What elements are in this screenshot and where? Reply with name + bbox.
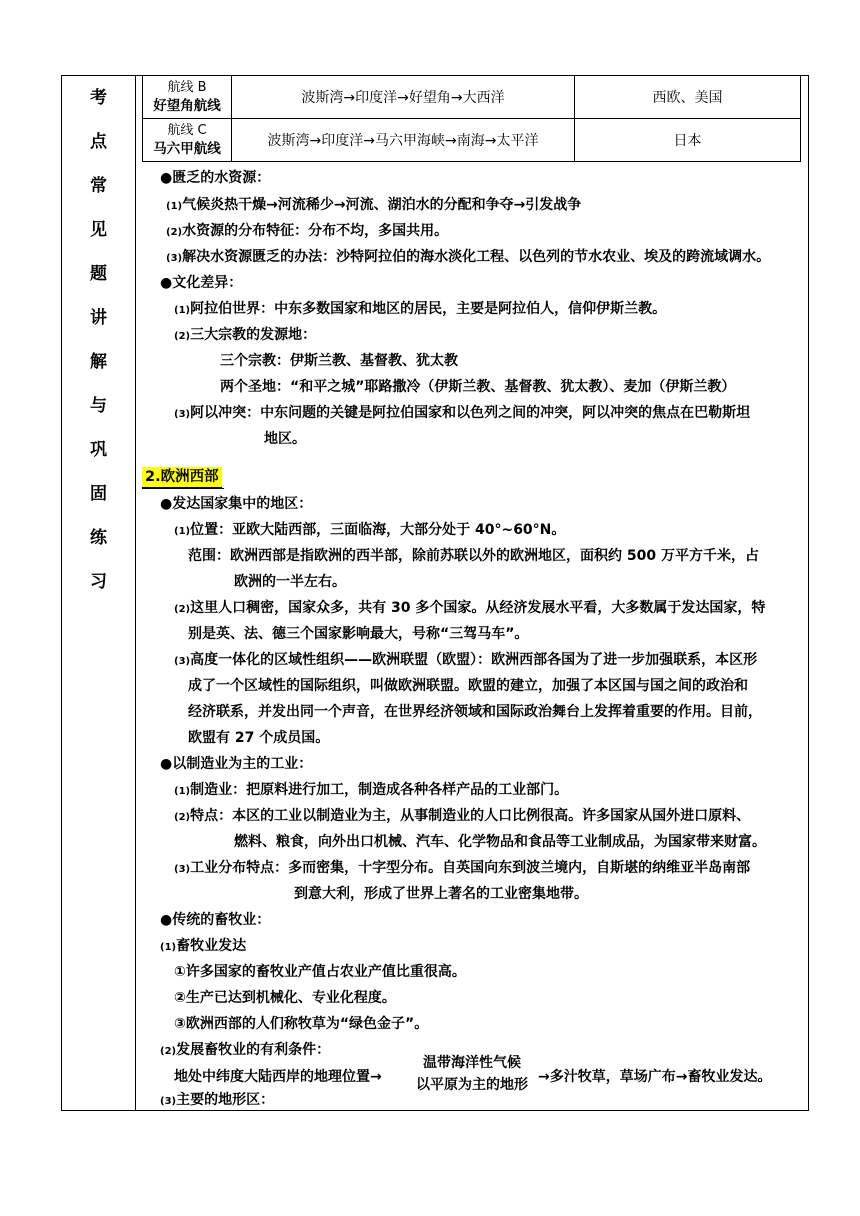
side-char: 见 <box>90 220 107 240</box>
note-line: ②生产已达到机械化、专业化程度。 <box>174 990 396 1006</box>
condition-climate: 温带海洋性气候 <box>423 1055 521 1071</box>
note-line: 欧盟有 27 个成员国。 <box>188 730 330 746</box>
animal-title: ●传统的畜牧业： <box>160 912 271 928</box>
note-line: (2)三大宗教的发源地： <box>174 327 317 343</box>
route-type: 马六甲航线 <box>153 141 221 157</box>
side-char: 巩 <box>90 440 107 460</box>
note-line: 成了一个区域性的国际组织，叫做欧洲联盟。欧盟的建立，加强了本区国与国之间的政治和 <box>188 678 748 694</box>
note-line: 范围：欧洲西部是指欧洲的西半部，除前苏联以外的欧洲地区，面积约 500 万平方千米，占 <box>188 548 759 564</box>
route-name: 航线 C <box>167 123 207 138</box>
note-line: ①许多国家的畜牧业产值占农业产值比重很高。 <box>174 964 466 980</box>
side-char: 题 <box>90 264 107 284</box>
industry-title: ●以制造业为主的工业： <box>160 756 313 772</box>
note-line: (3)工业分布特点：多而密集，十字型分布。自英国向东到波兰境内，自斯堪的纳维亚半岛南部 <box>174 860 751 876</box>
side-char: 固 <box>90 484 107 504</box>
note-line: 别是英、法、德三个国家影响最大，号称“三驾马车”。 <box>188 626 529 642</box>
routes-table <box>142 75 801 162</box>
dev-title: ●发达国家集中的地区： <box>160 496 313 512</box>
side-char: 常 <box>90 176 107 196</box>
note-line: (2)特点：本区的工业以制造业为主，从事制造业的人口比例很高。许多国家从国外进口原料、 <box>174 808 751 824</box>
note-line: 到意大利，形成了世界上著名的工业密集地带。 <box>294 886 588 902</box>
note-line: 欧洲的一半左右。 <box>234 574 346 590</box>
water-title: ●匮乏的水资源： <box>160 170 271 186</box>
side-char: 点 <box>90 132 107 152</box>
side-char: 考 <box>90 88 107 108</box>
culture-title: ●文化差异： <box>160 275 243 291</box>
side-char: 解 <box>90 352 107 372</box>
column-divider <box>135 76 136 1110</box>
condition-box <box>408 1052 536 1096</box>
side-char: 练 <box>90 528 107 548</box>
note-line: 经济联系，并发出同一个声音，在世界经济领域和国际政治舞台上发挥着重要的作用。目前， <box>188 704 762 720</box>
route-name-cell <box>143 76 232 119</box>
note-line: 地区。 <box>264 431 306 447</box>
note-line: (1)制造业：把原料进行加工，制造成各种各样产品的工业部门。 <box>174 782 569 798</box>
condition-terrain: 以平原为主的地形 <box>416 1077 528 1093</box>
note-line: ③欧洲西部的人们称牧草为“绿色金子”。 <box>174 1016 429 1032</box>
note-line: (3)阿以冲突：中东问题的关键是阿拉伯国家和以色列之间的冲突，阿以冲突的焦点在巴勒斯坦 <box>174 405 751 421</box>
table-row <box>143 76 801 119</box>
route-type: 好望角航线 <box>153 98 221 114</box>
table-row <box>143 119 801 162</box>
note-line: (1)阿拉伯世界：中东多数国家和地区的居民，主要是阿拉伯人，信仰伊斯兰教。 <box>174 301 667 317</box>
note-line: (2)这里人口稠密，国家众多，共有 30 多个国家。从经济发展水平看，大多数属于发达国家，特 <box>174 600 766 616</box>
note-line: (3)解决水资源匮乏的办法：沙特阿拉伯的海水淡化工程、以色列的节水农业、埃及的跨流域调水。 <box>166 249 771 265</box>
route-path: 波斯湾→印度洋→好望角→大西洋 <box>232 76 575 119</box>
side-char: 习 <box>90 572 107 592</box>
note-line: (1)位置：亚欧大陆西部，三面临海，大部分处于 40°~60°N。 <box>174 522 566 538</box>
route-path: 波斯湾→印度洋→马六甲海峡→南海→太平洋 <box>232 119 575 162</box>
note-line: (2)水资源的分布特征：分布不均，多国共用。 <box>166 223 449 239</box>
note-line: 燃料、粮食，向外出口机械、汽车、化学物品和食品等工业制成品，为国家带来财富。 <box>234 834 766 850</box>
route-destination: 日本 <box>575 119 801 162</box>
route-destination: 西欧、美国 <box>575 76 801 119</box>
side-char: 与 <box>90 396 107 416</box>
route-name-cell <box>143 119 232 162</box>
side-label <box>62 84 135 612</box>
condition-right: →多汁牧草，草场广布→畜牧业发达。 <box>538 1069 772 1085</box>
note-line: (1)畜牧业发达 <box>160 938 247 954</box>
note-line: (2)发展畜牧业的有利条件： <box>160 1042 331 1058</box>
route-name: 航线 B <box>167 80 207 95</box>
condition-left: 地处中纬度大陆西岸的地理位置→ <box>174 1069 382 1085</box>
note-line: 两个圣地：“和平之城”耶路撒冷（伊斯兰教、基督教、犹太教）、麦加（伊斯兰教） <box>220 379 736 395</box>
side-char: 讲 <box>90 308 107 328</box>
heading-underline <box>142 488 224 489</box>
note-line: (3)高度一体化的区域性组织——欧洲联盟（欧盟）：欧洲西部各国为了进一步加强联系，本区形 <box>174 652 758 668</box>
note-line: (1)气候炎热干燥→河流稀少→河流、湖泊水的分配和争夺→引发战争 <box>166 197 582 213</box>
note-line: (3)主要的地形区： <box>160 1092 275 1108</box>
section-heading: 2.欧洲西部 <box>142 467 222 488</box>
note-line: 三个宗教：伊斯兰教、基督教、犹太教 <box>220 353 458 369</box>
